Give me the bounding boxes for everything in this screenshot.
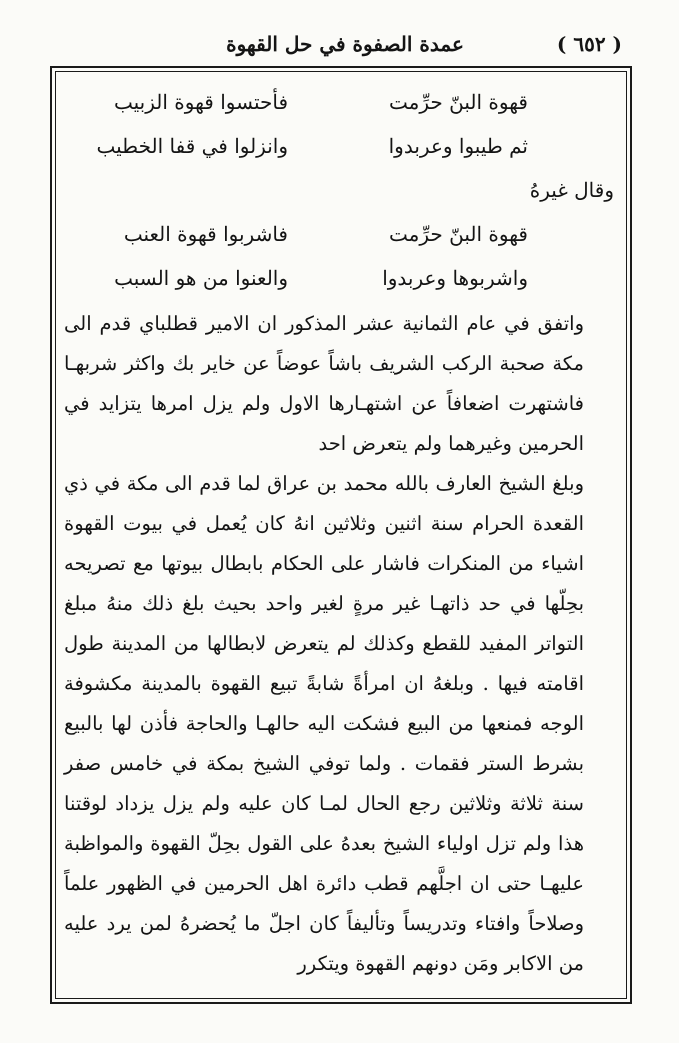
verse-hemistich-first: قهوة البنّ حرِّمت <box>389 90 528 114</box>
verse-hemistich-first: قهوة البنّ حرِّمت <box>389 222 528 246</box>
verse <box>64 216 618 260</box>
paragraph: وبلغ الشيخ العارف بالله محمد بن عراق لما قدم الى مكة في ذي القعدة الحرام سنة اثنين وثلاثين انهُ كان يُعمل في بيوت القهوة اشياء من المنكرات فاشار على الحكام بابطال بيوتها مع تصريحه بحِلّها في حد ذاتهـا غير مرةٍ لغير واحد بحيث بلغ ذلك منهُ مبلغ التواتر المفيد للقطع وكذلك لم يتعرض لابطالها من المدينة طول اقامته فيها . وبلغهُ ان امرأةً شابةً تبيع القهوة بالمدينة مكشوفة الوجه فمنعها من البيع فشكت اليه حالهـا والحاجة فأذن لها بالبيع بشرط الستر فقمات . ولما توفي الشيخ بمكة في خامس صفر سنة ثلاثة وثلاثين رجع الحال لمـا كان عليه ولم يزل يزداد لوقتنا هذا ولم تزل اولياء الشيخ بعدهُ على القول بحِلّ القهوة والمواظبة عليهـا حتى ان اجلَّهم قطب دائرة اهل الحرمين في الظهور علماً وصلاحاً وافتاء وتدريساً وتأليفاً كان اجلّ ما يُحضرهُ لمن يرد عليه من الاكابر ومَن دونهم القهوة ويتكرر <box>64 472 584 975</box>
paragraph: واتفق في عام الثمانية عشر المذكور ان الامير قطلباي قدم الى مكة صحبة الركب الشريف باشاً عوضاً عن خاير بك واكثر شربهـا فاشتهرت اضعافاً عن اشتهـارها الاول ولم يزل امرها يتزايد في الحرمين وغيرهما ولم يتعرض احد <box>64 312 584 455</box>
verse-hemistich-second: فأحتسوا قهوة الزبيب <box>113 90 288 114</box>
poem-second <box>64 216 618 304</box>
prose-body <box>64 304 618 984</box>
poem-first <box>64 84 618 172</box>
verse <box>64 128 618 172</box>
verse-hemistich-second: فاشربوا قهوة العنب <box>123 222 288 246</box>
verse-hemistich-first: واشربوها وعربدوا <box>382 266 528 290</box>
verse <box>64 84 618 128</box>
page-header <box>60 28 630 64</box>
poem-intro: وقال غيرهُ <box>529 178 614 202</box>
verse-hemistich-second: وانزلوا في قفا الخطيب <box>96 134 288 158</box>
page-body <box>64 84 618 984</box>
verse-hemistich-first: ثم طيبوا وعربدوا <box>388 134 528 158</box>
running-title: عمدة الصفوة في حل القهوة <box>226 32 464 56</box>
verse <box>64 260 618 304</box>
page-number: ( ٦٥٢ ) <box>556 32 622 56</box>
verse-hemistich-second: والعنوا من هو السبب <box>114 266 288 290</box>
